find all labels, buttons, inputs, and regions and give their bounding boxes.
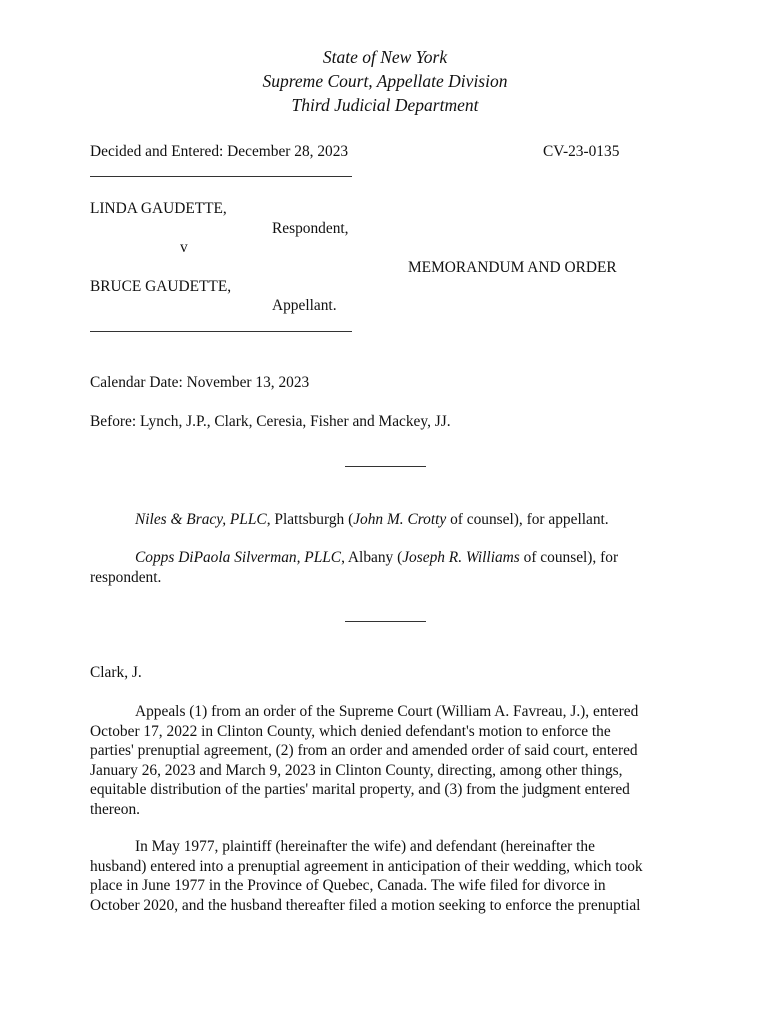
court-state: State of New York: [322, 47, 448, 67]
appellant-counsel: [135, 510, 609, 529]
respondent-name: LINDA GAUDETTE,: [90, 200, 227, 217]
appellant-name: BRUCE GAUDETTE,: [90, 278, 232, 295]
opinion-author: Clark, J.: [90, 664, 142, 681]
court-department: Third Judicial Department: [291, 95, 479, 115]
document-type: MEMORANDUM AND ORDER: [408, 259, 617, 276]
appellant-firm: Niles & Bracy, PLLC: [135, 511, 267, 528]
paragraph-line: thereon.: [90, 800, 140, 818]
respondent-firm: Copps DiPaola Silverman, PLLC: [135, 549, 342, 566]
paragraph-line: place in June 1977 in the Province of Quebec, Canada. The wife filed for divorce in: [90, 877, 606, 894]
section-separator-2: [345, 621, 426, 622]
paragraph-line: Appeals (1) from an order of the Supreme Court (William A. Favreau, J.), entered: [135, 703, 639, 720]
paragraph-line: In May 1977, plaintiff (hereinafter the wife) and defendant (hereinafter the: [135, 838, 595, 855]
respondent-counsel-rest: of counsel), for: [519, 549, 619, 566]
caption-top-rule: [90, 176, 352, 177]
appellant-counsel-rest: of counsel), for appellant.: [446, 511, 609, 528]
caption-bottom-rule: [90, 331, 352, 332]
paragraph-line: husband) entered into a prenuptial agreement in anticipation of their wedding, which took: [90, 857, 643, 875]
respondent-city: , Albany (: [341, 549, 403, 566]
panel-judges: Before: Lynch, J.P., Clark, Ceresia, Fisher and Mackey, JJ.: [90, 413, 451, 430]
appellant-attorney: John M. Crotty: [353, 511, 447, 528]
paragraph-line: parties' prenuptial agreement, (2) from an order and amended order of said court, entered: [90, 742, 638, 759]
section-separator: [345, 466, 426, 467]
opinion-paragraph-2: [90, 837, 685, 915]
opinion-paragraph-1: [90, 702, 685, 819]
respondent-counsel: [135, 548, 618, 567]
appellant-city: , Plattsburgh (: [266, 511, 354, 528]
court-division: Supreme Court, Appellate Division: [262, 71, 508, 91]
court-heading: [0, 45, 770, 117]
appellant-role: Appellant.: [272, 297, 337, 314]
decided-entered-date: Decided and Entered: December 28, 2023: [90, 143, 349, 160]
respondent-counsel-continued: respondent.: [90, 569, 162, 586]
respondent-attorney: Joseph R. Williams: [402, 549, 520, 566]
docket-number: CV-23-0135: [543, 143, 620, 160]
calendar-date: Calendar Date: November 13, 2023: [90, 374, 310, 391]
respondent-role: Respondent,: [272, 220, 349, 237]
versus-label: v: [180, 239, 188, 256]
paragraph-line: October 2020, and the husband thereafter filed a motion seeking to enforce the prenuptial: [90, 896, 641, 914]
paragraph-line: equitable distribution of the parties' marital property, and (3) from the judgment entered: [90, 781, 630, 798]
paragraph-line: January 26, 2023 and March 9, 2023 in Clinton County, directing, among other things,: [90, 761, 623, 779]
paragraph-line: October 17, 2022 in Clinton County, which denied defendant's motion to enforce the: [90, 722, 611, 740]
